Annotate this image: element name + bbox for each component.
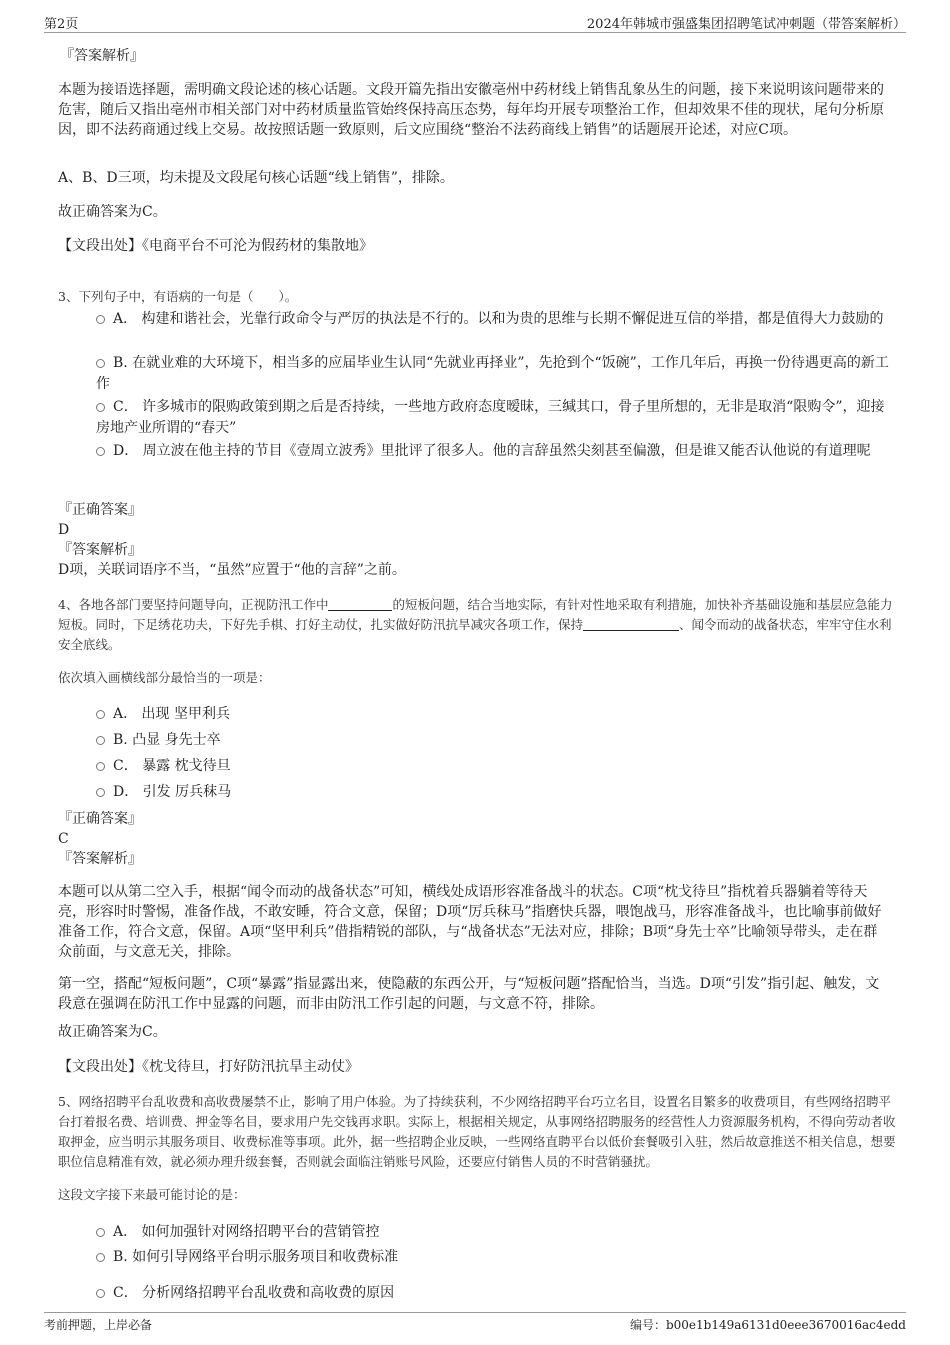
radio-icon[interactable] — [96, 736, 105, 745]
radio-icon[interactable] — [96, 710, 105, 719]
q5-option-a[interactable] — [96, 1222, 890, 1243]
q4-analysis-p2: 第一空，搭配“短板问题”，C项“暴露”指显露出来，使隐蔽的东西公开，与“短板问题”搭配恰当，当选。D项“引发”指引起、触发，文段意在强调在防汛工作中显露的问题，而非由防汛工作引起的问题，与文意不符，排除。 — [58, 976, 880, 1012]
q5-option-c[interactable] — [96, 1283, 890, 1304]
q4-option-c[interactable] — [96, 756, 890, 777]
footer-slogan: 考前押题，上岸必备 — [44, 1318, 153, 1332]
q4-option-b[interactable] — [96, 730, 890, 751]
q4-option-a-text: A． 出现 坚甲利兵 — [113, 706, 231, 722]
radio-icon[interactable] — [96, 762, 105, 771]
q2-conclusion: 故正确答案为C。 — [58, 204, 167, 220]
q4-analysis-label: 『答案解析』 — [58, 851, 142, 867]
q3-option-a-text: A． 构建和谐社会，光靠行政命令与严厉的执法是不行的。以和为贵的思维与长期不懈促进互信的举措，都是值得大力鼓励的 — [113, 311, 884, 327]
q2-source: 【文段出处】《电商平台不可沦为假药材的集散地》 — [58, 238, 373, 254]
q4-stem-part2: 的短板问题，结合当地实际，有针对性地采取有利措施，加快补齐基础设施和基层应急能力短板。同时，下足绣花功夫，下好先手棋、打好主动仗，扎实做好防汛抗旱减灾各项工作，保持 — [58, 597, 893, 632]
q4-option-b-text: B. 凸显 身先士卒 — [113, 732, 221, 748]
q3-answer-label: 『正确答案』 — [58, 502, 142, 518]
q3-answer: D — [58, 522, 70, 538]
page-header — [44, 10, 906, 33]
page-footer — [44, 1312, 906, 1335]
q3-analysis: D项，关联词语序不当，“虽然”应置于“他的言辞”之前。 — [58, 562, 406, 578]
q2-analysis-body: 本题为接语选择题，需明确文段论述的核心话题。文段开篇先指出安徽亳州中药材线上销售乱象丛生的问题，接下来说明该问题带来的危害，随后又指出亳州市相关部门对中药材质量监管始终保持高压态势，每年均开展专项整治工作，但却效果不佳的现状，尾句分析原因，即不法药商通过线上交易。故按照话题一致原则，后文应围绕“整治不法药商线上销售”的话题展开论述，对应C项。 — [58, 82, 884, 138]
q5-option-b-text: B. 如何引导网络平台明示服务项目和收费标准 — [113, 1249, 399, 1265]
q4-source: 【文段出处】《枕戈待旦，打好防汛抗旱主动仗》 — [58, 1059, 359, 1075]
q2-exclusion: A、B、D三项，均未提及文段尾句核心话题“线上销售”，排除。 — [58, 170, 454, 186]
q3-analysis-label: 『答案解析』 — [58, 542, 142, 558]
document-id: 编号：b00e1b149a6131d0eee3670016ac4edd — [629, 1318, 906, 1332]
radio-icon[interactable] — [96, 1253, 105, 1262]
q5-option-a-text: A． 如何加强针对网络招聘平台的营销管控 — [113, 1224, 380, 1240]
q4-option-d-text: D． 引发 厉兵秣马 — [113, 784, 232, 800]
radio-icon[interactable] — [96, 1228, 105, 1237]
q3-option-c-text: C． 许多城市的限购政策到期之后是否持续，一些地方政府态度暧昧，三缄其口，骨子里所想的，无非是取消“限购令”，迎接房地产业所谓的“春天” — [96, 399, 885, 436]
q3-option-c[interactable] — [96, 397, 890, 439]
q3-option-b[interactable] — [96, 353, 890, 395]
fill-blank — [328, 596, 392, 611]
q4-stem — [58, 595, 898, 655]
radio-icon[interactable] — [96, 447, 105, 456]
q3-option-b-text: B. 在就业难的大环境下，相当多的应届毕业生认同“先就业再择业”，先抢到个“饭碗”，工作几年后，再换一份待遇更高的新工作 — [96, 355, 889, 392]
q5-option-c-text: C． 分析网络招聘平台乱收费和高收费的原因 — [113, 1285, 395, 1301]
q4-conclusion: 故正确答案为C。 — [58, 1024, 167, 1040]
q3-option-a[interactable] — [96, 309, 890, 330]
q4-option-a[interactable] — [96, 704, 890, 725]
q4-option-d[interactable] — [96, 782, 890, 803]
q4-stem-part3: 、闻令而动的战备状态，牢牢守住水利安全底线。 — [58, 617, 892, 652]
q5-option-b[interactable] — [96, 1247, 890, 1268]
q4-option-c-text: C． 暴露 枕戈待旦 — [113, 758, 231, 774]
page-number: 第2页 — [44, 17, 79, 32]
q3-option-d[interactable] — [96, 441, 890, 462]
q4-stem-part1: 4、各地各部门要坚持问题导向，正视防汛工作中 — [58, 597, 329, 612]
q4-answer: C — [58, 831, 69, 847]
q5-stem: 5、网络招聘平台乱收费和高收费屡禁不止，影响了用户体验。为了持续获利，不少网络招聘平台巧立名目，设置名目繁多的收费项目，有些网络招聘平台打着报名费、培训费、押金等名目，要求用户先交钱再求职。实际上，根据相关规定，从事网络招聘服务的经营性人力资源服务机构，不得向劳动者收取押金，应当明示其服务项目、收费标准等事项。此外，据一些招聘企业反映，一些网络直聘平台以低价套餐吸引入驻，然后故意推送不相关信息，想要职位信息精准有效，就必须办理升级套餐，否则就会面临注销账号风险，还要应付销售人员的不时营销骚扰。 — [58, 1094, 896, 1169]
radio-icon[interactable] — [96, 788, 105, 797]
fill-blank — [583, 616, 679, 631]
q4-prompt: 依次填入画横线部分最恰当的一项是： — [58, 670, 271, 685]
radio-icon[interactable] — [96, 1289, 105, 1298]
q3-option-d-text: D． 周立波在他主持的节目《壹周立波秀》里批评了很多人。他的言辞虽然尖刻甚至偏激，但是谁又能否认他说的有道理呢 — [113, 443, 871, 459]
q5-prompt: 这段文字接下来最可能讨论的是： — [58, 1187, 246, 1202]
q4-answer-label: 『正确答案』 — [58, 811, 142, 827]
document-title: 2024年韩城市强盛集团招聘笔试冲刺题（带答案解析） — [586, 17, 906, 32]
q4-analysis-p1: 本题可以从第二空入手，根据“闻令而动的战备状态”可知，横线处成语形容准备战斗的状态。C项“枕戈待旦”指枕着兵器躺着等待天亮，形容时时警惕，准备作战，不敢安睡，符合文意，保留；D项“厉兵秣马”指磨快兵器，喂饱战马，形容准备战斗，也比喻事前做好准备工作，符合文意，保留。A项“坚甲利兵”借指精锐的部队，与“战备状态”无法对应，排除；B项“身先士卒”比喻领导带头，走在群众前面，与文意无关，排除。 — [58, 884, 882, 960]
q2-analysis-label: 『答案解析』 — [60, 48, 144, 64]
q3-stem: 3、下列句子中，有语病的一句是（ ）。 — [58, 289, 298, 304]
radio-icon[interactable] — [96, 315, 105, 324]
radio-icon[interactable] — [96, 403, 105, 412]
radio-icon[interactable] — [96, 359, 105, 368]
